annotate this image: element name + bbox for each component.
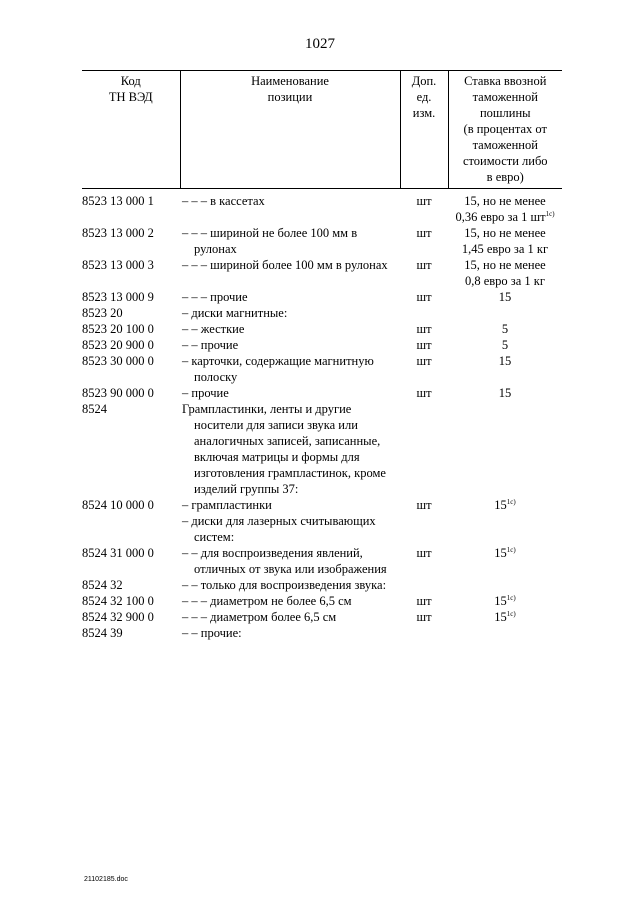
row-name: – – – прочие [182, 290, 248, 304]
row-unit: шт [416, 386, 432, 400]
row-unit [400, 401, 448, 497]
table-row [82, 513, 562, 545]
table-row [82, 401, 562, 497]
row-rate: 15 [494, 546, 507, 560]
row-name-cell [180, 625, 400, 641]
row-rate-cell [448, 353, 562, 385]
row-unit: шт [416, 354, 432, 368]
row-name: – – – шириной не более 100 мм в рулонах [182, 226, 358, 256]
row-unit: шт [416, 594, 432, 608]
table-row [82, 189, 562, 226]
row-name: – грампластинки [182, 498, 272, 512]
table-row [82, 545, 562, 577]
row-name-cell [180, 225, 400, 257]
row-rate-cell [448, 225, 562, 257]
row-unit [400, 513, 448, 545]
row-code: 8523 13 000 1 [82, 194, 154, 208]
tariff-table [82, 70, 562, 641]
row-name-cell [180, 385, 400, 401]
row-name: – – – диаметром не более 6,5 см [182, 594, 352, 608]
row-unit: шт [416, 226, 432, 240]
table-row [82, 577, 562, 593]
row-rate: 15, но не менее 0,36 евро за 1 шт [455, 194, 546, 224]
row-name-cell [180, 353, 400, 385]
row-code: 8524 10 000 0 [82, 498, 154, 512]
row-code: 8523 20 900 0 [82, 338, 154, 352]
row-name: – карточки, содержащие магнитную полоску [182, 354, 374, 384]
table-row [82, 609, 562, 625]
row-code: 8523 20 100 0 [82, 322, 154, 336]
row-code [82, 513, 180, 545]
row-unit: шт [416, 322, 432, 336]
row-code: 8523 30 000 0 [82, 354, 154, 368]
row-name: – – только для воспроизведения звука: [182, 578, 387, 592]
row-rate-cell [448, 513, 562, 545]
row-name: – диски для лазерных считывающих систем: [182, 514, 376, 544]
header-rate-text: Ставка ввозной таможенной пошлины (в процентах от таможенной стоимости либо в евро) [462, 74, 548, 184]
table-row [82, 497, 562, 513]
row-code: 8524 31 000 0 [82, 546, 154, 560]
row-rate-cell [448, 289, 562, 305]
row-code: 8523 90 000 0 [82, 386, 154, 400]
row-rate: 15, но не менее 0,8 евро за 1 кг [464, 258, 546, 288]
table-body [82, 189, 562, 642]
row-rate: 15 [498, 386, 512, 400]
table-row [82, 385, 562, 401]
header-rate [448, 71, 562, 189]
row-rate-cell [448, 305, 562, 321]
row-name: – диски магнитные: [182, 306, 288, 320]
header-unit [400, 71, 448, 189]
row-rate: 15 [494, 610, 507, 624]
row-unit: шт [416, 258, 432, 272]
row-code: 8523 20 [82, 306, 123, 320]
table-row [82, 337, 562, 353]
row-code: 8523 13 000 2 [82, 226, 154, 240]
row-name-cell [180, 257, 400, 289]
row-rate-cell [448, 497, 562, 513]
row-name-cell [180, 609, 400, 625]
table-header [82, 71, 562, 189]
row-unit: шт [416, 290, 432, 304]
row-rate-cell [448, 401, 562, 497]
row-unit: шт [416, 338, 432, 352]
header-unit-text: Доп. ед. изм. [411, 74, 437, 120]
row-rate-footnote: 1с) [545, 210, 555, 218]
row-name: – – для воспроизведения явлений, отличных от звука или изображения [182, 546, 387, 576]
row-name-cell [180, 497, 400, 513]
row-rate-cell [448, 321, 562, 337]
header-name [180, 71, 400, 189]
row-rate-cell [448, 593, 562, 609]
footer-filename: 21102185.doc [84, 876, 128, 883]
row-name: – – прочие [182, 338, 239, 352]
row-rate-footnote: 1с) [506, 546, 516, 554]
row-name-cell [180, 189, 400, 226]
table-row [82, 257, 562, 289]
row-unit: шт [416, 610, 432, 624]
row-name: Грампластинки, ленты и другие носители для записи звука или аналогичных записей, записанные, включая матрицы и формы для изготовления грампластинок, кроме изделий группы 37: [182, 402, 386, 496]
row-name-cell [180, 577, 400, 593]
table-row [82, 353, 562, 385]
row-code: 8523 13 000 9 [82, 290, 154, 304]
page-number: 1027 [305, 36, 335, 52]
header-code-text: Код ТН ВЭД [108, 74, 153, 104]
row-name-cell [180, 305, 400, 321]
row-unit: шт [416, 194, 432, 208]
row-rate-cell [448, 577, 562, 593]
row-rate-cell [448, 609, 562, 625]
row-name-cell [180, 401, 400, 497]
row-name-cell [180, 513, 400, 545]
row-rate-footnote: 1с) [506, 610, 516, 618]
row-rate: 15 [494, 498, 507, 512]
row-name-cell [180, 337, 400, 353]
row-name: – – прочие: [182, 626, 242, 640]
table-row [82, 593, 562, 609]
row-unit: шт [416, 546, 432, 560]
row-rate: 5 [501, 322, 509, 336]
table-row [82, 321, 562, 337]
row-unit [400, 305, 448, 321]
row-rate-cell [448, 545, 562, 577]
row-code: 8523 13 000 3 [82, 258, 154, 272]
row-rate-cell [448, 189, 562, 226]
row-name: – – – диаметром более 6,5 см [182, 610, 337, 624]
row-unit [400, 625, 448, 641]
header-code [82, 71, 180, 189]
header-name-text: Наименование позиции [251, 74, 329, 104]
row-rate: 15 [498, 290, 512, 304]
row-rate-cell [448, 337, 562, 353]
row-unit [400, 577, 448, 593]
row-name-cell [180, 289, 400, 305]
row-code: 8524 32 [82, 578, 123, 592]
row-rate-cell [448, 385, 562, 401]
row-name: – – – в кассетах [182, 194, 265, 208]
row-name: – – – шириной более 100 мм в рулонах [182, 258, 388, 272]
row-rate-footnote: 1с) [506, 594, 516, 602]
row-rate: 15, но не менее 1,45 евро за 1 кг [461, 226, 549, 256]
row-code: 8524 32 100 0 [82, 594, 154, 608]
table-row [82, 625, 562, 641]
row-rate: 15 [498, 354, 512, 368]
table-row [82, 225, 562, 257]
row-code: 8524 39 [82, 626, 123, 640]
row-name-cell [180, 593, 400, 609]
row-rate-cell [448, 257, 562, 289]
row-name-cell [180, 545, 400, 577]
row-name: – прочие [182, 386, 229, 400]
row-code: 8524 32 900 0 [82, 610, 154, 624]
table-row [82, 305, 562, 321]
row-unit: шт [416, 498, 432, 512]
row-code: 8524 [82, 402, 107, 416]
row-name: – – жесткие [182, 322, 245, 336]
row-name-cell [180, 321, 400, 337]
row-rate: 5 [501, 338, 509, 352]
row-rate-footnote: 1с) [506, 498, 516, 506]
row-rate: 15 [494, 594, 507, 608]
table-row [82, 289, 562, 305]
row-rate-cell [448, 625, 562, 641]
